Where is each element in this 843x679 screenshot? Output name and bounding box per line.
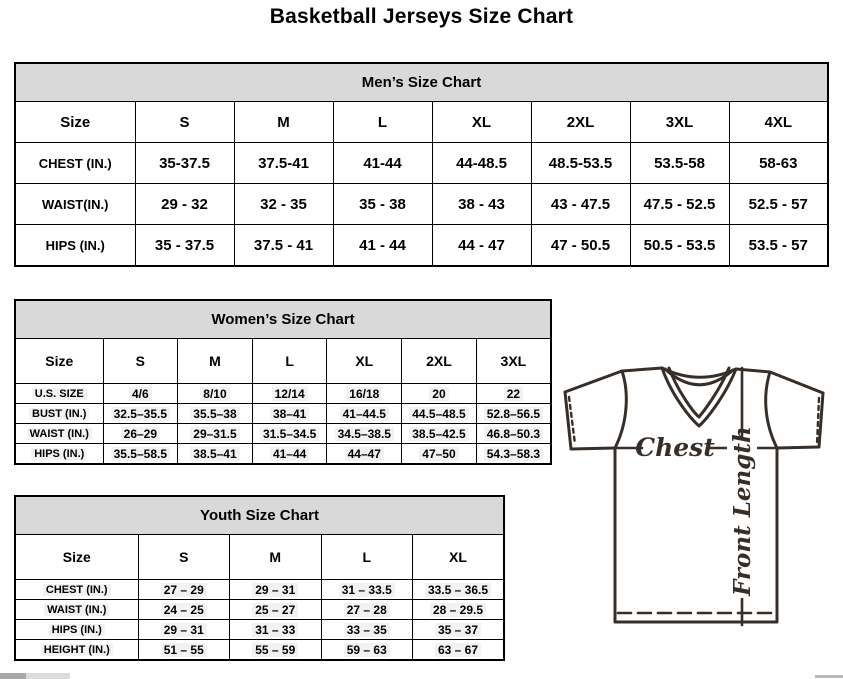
- youth-cell: 24 – 25: [138, 600, 230, 620]
- mens-cell: 44-48.5: [432, 143, 531, 184]
- horizontal-scrollbar-track[interactable]: [26, 673, 70, 679]
- mens-header-cell: 3XL: [630, 102, 729, 143]
- table-row: [15, 384, 551, 404]
- youth-cell: 33 – 35: [321, 620, 413, 640]
- womens-cell: 31.5–34.5: [252, 424, 327, 444]
- womens-cell: 41–44: [252, 444, 327, 465]
- womens-header-cell: 2XL: [402, 339, 477, 384]
- table-row: [15, 404, 551, 424]
- womens-cell: 44.5–48.5: [402, 404, 477, 424]
- mens-cell: 58-63: [729, 143, 828, 184]
- youth-cell: 35 – 37: [413, 620, 505, 640]
- womens-cell: 47–50: [402, 444, 477, 465]
- womens-header-cell: 3XL: [476, 339, 551, 384]
- table-row: [15, 424, 551, 444]
- youth-cell: 28 – 29.5: [413, 600, 505, 620]
- youth-header-cell: S: [138, 535, 230, 580]
- womens-cell: 44–47: [327, 444, 402, 465]
- youth-cell: 29 – 31: [138, 620, 230, 640]
- youth-cell: 33.5 – 36.5: [413, 580, 505, 600]
- youth-size-table: [14, 495, 505, 661]
- horizontal-scrollbar-fragment[interactable]: [815, 675, 843, 678]
- youth-cell: 59 – 63: [321, 640, 413, 661]
- mens-cell: 35 - 38: [333, 184, 432, 225]
- womens-cell: 26–29: [103, 424, 178, 444]
- table-row: [15, 620, 504, 640]
- womens-cell: 46.8–50.3: [476, 424, 551, 444]
- womens-cell: 35.5–38: [178, 404, 253, 424]
- mens-header-cell: 4XL: [729, 102, 828, 143]
- youth-row-label: WAIST (IN.): [15, 600, 138, 620]
- womens-header-cell: Size: [15, 339, 103, 384]
- table-row: [15, 600, 504, 620]
- mens-cell: 53.5-58: [630, 143, 729, 184]
- youth-cell: 27 – 29: [138, 580, 230, 600]
- youth-cell: 63 – 67: [413, 640, 505, 661]
- womens-table-caption: Women’s Size Chart: [15, 300, 551, 339]
- womens-cell: 41–44.5: [327, 404, 402, 424]
- mens-size-chart-section: [14, 62, 829, 267]
- womens-row-label: HIPS (IN.): [15, 444, 103, 465]
- womens-cell: 16/18: [327, 384, 402, 404]
- mens-cell: 37.5-41: [234, 143, 333, 184]
- mens-row-label: CHEST (IN.): [15, 143, 135, 184]
- youth-cell: 25 – 27: [230, 600, 322, 620]
- mens-cell: 47.5 - 52.5: [630, 184, 729, 225]
- mens-cell: 44 - 47: [432, 225, 531, 267]
- table-row: [15, 184, 828, 225]
- mens-cell: 35 - 37.5: [135, 225, 234, 267]
- mens-cell: 47 - 50.5: [531, 225, 630, 267]
- youth-cell: 55 – 59: [230, 640, 322, 661]
- mens-header-cell: S: [135, 102, 234, 143]
- youth-header-cell: M: [230, 535, 322, 580]
- page-title: Basketball Jerseys Size Chart: [269, 5, 574, 28]
- womens-row-label: U.S. SIZE: [15, 384, 103, 404]
- mens-header-cell: XL: [432, 102, 531, 143]
- mens-size-table: [14, 62, 829, 267]
- womens-cell: 38.5–41: [178, 444, 253, 465]
- jersey-outline: [565, 368, 823, 625]
- youth-row-label: HEIGHT (IN.): [15, 640, 138, 661]
- mens-cell: 48.5-53.5: [531, 143, 630, 184]
- womens-cell: 35.5–58.5: [103, 444, 178, 465]
- youth-table-caption: Youth Size Chart: [15, 496, 504, 535]
- womens-header-cell: M: [178, 339, 253, 384]
- womens-cell: 8/10: [178, 384, 253, 404]
- front-length-label: Front Length: [729, 426, 756, 596]
- chest-label: Chest: [635, 433, 715, 462]
- mens-header-cell: Size: [15, 102, 135, 143]
- mens-cell: 41 - 44: [333, 225, 432, 267]
- youth-size-chart-section: [14, 495, 505, 661]
- womens-row-label: BUST (IN.): [15, 404, 103, 424]
- table-row: [15, 640, 504, 661]
- mens-cell: 52.5 - 57: [729, 184, 828, 225]
- womens-cell: 20: [402, 384, 477, 404]
- womens-row-label: WAIST (IN.): [15, 424, 103, 444]
- mens-cell: 32 - 35: [234, 184, 333, 225]
- youth-cell: 31 – 33: [230, 620, 322, 640]
- youth-header-cell: Size: [15, 535, 138, 580]
- mens-cell: 50.5 - 53.5: [630, 225, 729, 267]
- mens-header-cell: 2XL: [531, 102, 630, 143]
- mens-cell: 43 - 47.5: [531, 184, 630, 225]
- mens-cell: 38 - 43: [432, 184, 531, 225]
- jersey-measurement-diagram: [556, 360, 842, 630]
- womens-cell: 38–41: [252, 404, 327, 424]
- youth-row-label: HIPS (IN.): [15, 620, 138, 640]
- womens-cell: 52.8–56.5: [476, 404, 551, 424]
- womens-size-table: [14, 299, 552, 465]
- mens-cell: 29 - 32: [135, 184, 234, 225]
- table-row: [15, 225, 828, 267]
- womens-header-cell: XL: [327, 339, 402, 384]
- youth-cell: 29 – 31: [230, 580, 322, 600]
- womens-cell: 34.5–38.5: [327, 424, 402, 444]
- mens-header-cell: L: [333, 102, 432, 143]
- mens-header-cell: M: [234, 102, 333, 143]
- womens-cell: 4/6: [103, 384, 178, 404]
- womens-cell: 22: [476, 384, 551, 404]
- mens-row-label: WAIST(IN.): [15, 184, 135, 225]
- mens-cell: 53.5 - 57: [729, 225, 828, 267]
- horizontal-scrollbar-thumb[interactable]: [0, 673, 26, 679]
- womens-cell: 32.5–35.5: [103, 404, 178, 424]
- youth-cell: 27 – 28: [321, 600, 413, 620]
- table-row: [15, 580, 504, 600]
- youth-header-cell: XL: [413, 535, 505, 580]
- mens-cell: 35-37.5: [135, 143, 234, 184]
- mens-cell: 41-44: [333, 143, 432, 184]
- mens-row-label: HIPS (IN.): [15, 225, 135, 267]
- table-row: [15, 143, 828, 184]
- womens-size-chart-section: [14, 299, 552, 465]
- youth-cell: 31 – 33.5: [321, 580, 413, 600]
- womens-header-cell: L: [252, 339, 327, 384]
- womens-cell: 12/14: [252, 384, 327, 404]
- mens-table-caption: Men’s Size Chart: [15, 63, 828, 102]
- womens-cell: 54.3–58.3: [476, 444, 551, 465]
- mens-cell: 37.5 - 41: [234, 225, 333, 267]
- youth-row-label: CHEST (IN.): [15, 580, 138, 600]
- womens-header-cell: S: [103, 339, 178, 384]
- womens-cell: 29–31.5: [178, 424, 253, 444]
- womens-cell: 38.5–42.5: [402, 424, 477, 444]
- youth-cell: 51 – 55: [138, 640, 230, 661]
- youth-header-cell: L: [321, 535, 413, 580]
- table-row: [15, 444, 551, 465]
